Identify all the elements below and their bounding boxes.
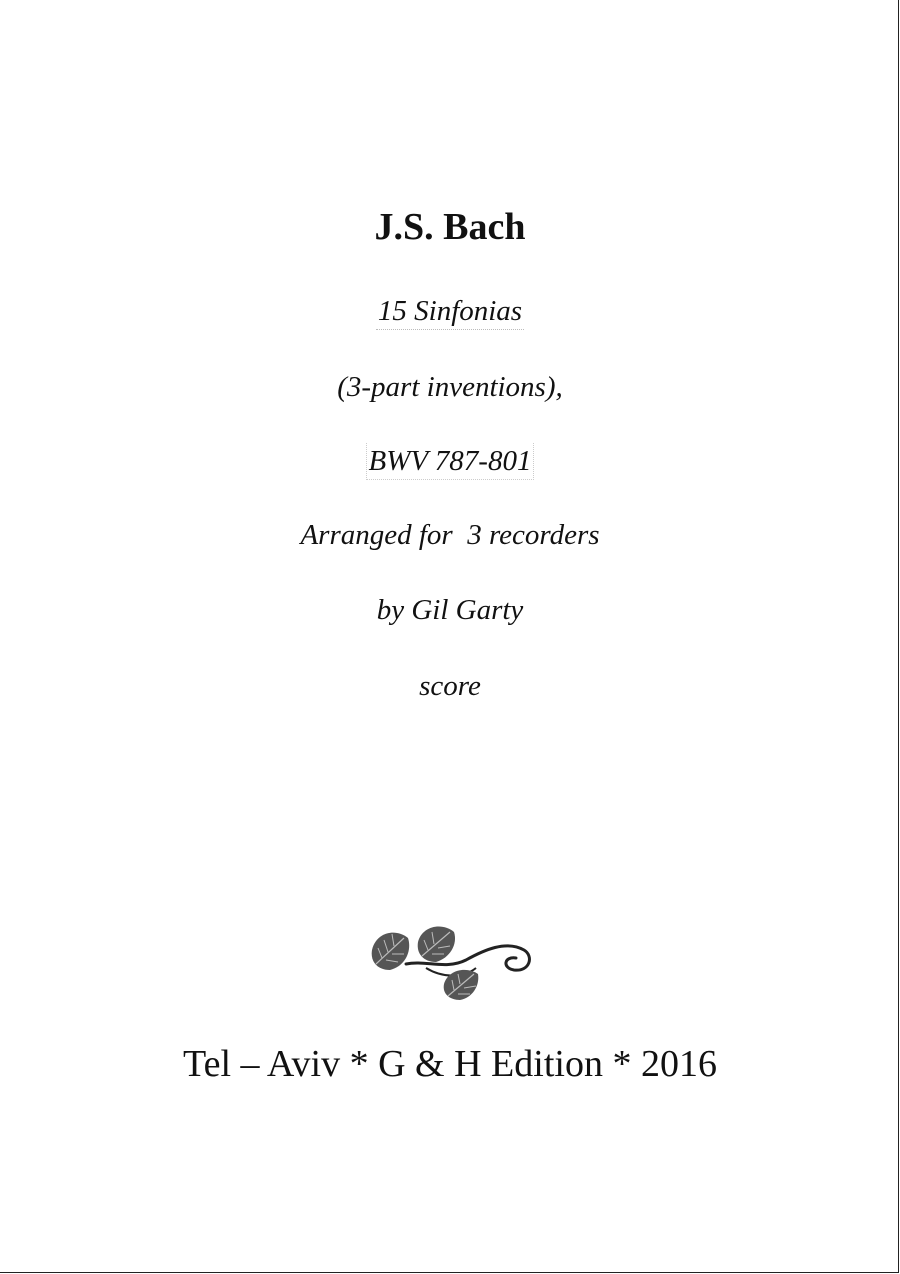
work-title-line (0, 293, 900, 330)
catalogue-line (0, 443, 900, 480)
work-subtitle-line (0, 369, 900, 405)
arranger-line: by Gil Garty (376, 594, 524, 626)
arrangement-line: Arranged for 3 recorders (300, 519, 600, 551)
work-title: 15 Sinfonias (376, 293, 524, 330)
catalogue-number: BWV 787-801 (366, 443, 535, 480)
leaf-middle (418, 927, 455, 962)
leaf-lower (444, 970, 479, 1000)
work-subtitle: (3-part inventions), (337, 371, 563, 403)
composer-name: J.S. Bach (374, 206, 526, 248)
edition-type: score (419, 670, 481, 702)
leaf-left (372, 933, 410, 970)
publisher-imprint: Tel – Aviv * G & H Edition * 2016 (183, 1043, 717, 1085)
leaf-flourish-icon (366, 920, 536, 1010)
